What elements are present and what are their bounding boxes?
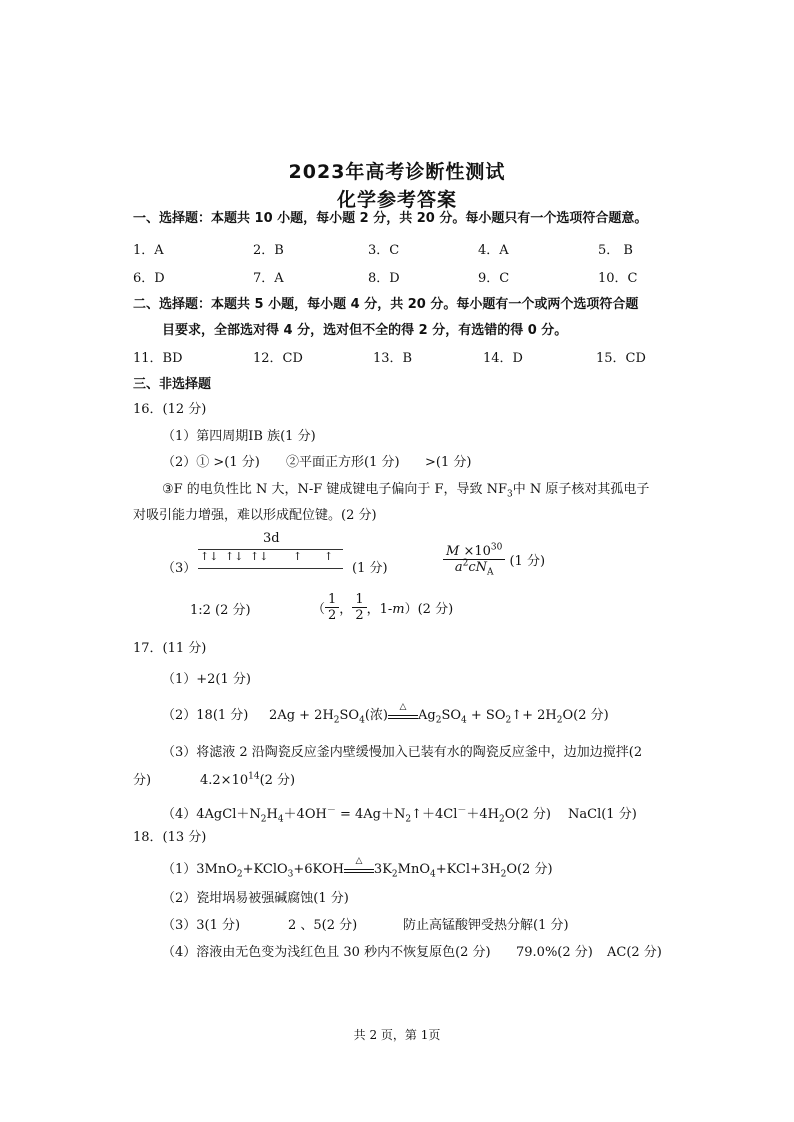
- orbital-cell: ↑↓: [200, 550, 219, 563]
- section1-heading: 一、选择题：本题共 10 小题，每小题 2 分，共 20 分。每小题只有一个选项符合题意。: [133, 211, 648, 226]
- q16-part2c: >(1 分): [425, 455, 472, 470]
- answer-11: 11．BD: [133, 351, 183, 366]
- answer-5: 5． B: [598, 243, 633, 258]
- answer-9: 9．C: [478, 271, 510, 286]
- q18-part4a: （4）溶液由无色变为浅红色且 30 秒内不恢复原色(2 分): [162, 945, 491, 960]
- orbital-diagram-3d: [198, 549, 343, 569]
- page-title: 2023年高考诊断性测试: [288, 161, 506, 183]
- answer-6: 6．D: [133, 271, 165, 286]
- section2-heading-line2: 目要求，全部选对得 4 分，选对但不全的得 2 分，有选错的得 0 分。: [162, 323, 568, 338]
- atom-coordinates: （ $\frac{1}{2}$ ， $\frac{1}{2}$ ，1-m）(2 分): [312, 592, 454, 623]
- heating-equilibrium-sign: △: [388, 708, 418, 719]
- answer-7: 7．A: [253, 271, 284, 286]
- q17-part4-nacl: NaCl(1 分): [568, 807, 637, 822]
- answer-15: 15．CD: [596, 351, 646, 366]
- q18-part3b: 2 、5(2 分): [288, 918, 358, 933]
- page-subtitle: 化学参考答案: [336, 189, 457, 211]
- section2-heading-line1: 二、选择题：本题共 5 小题，每小题 4 分，共 20 分。每小题有一个或两个选项符合题: [133, 297, 639, 312]
- q18-part3c: 防止高锰酸钾受热分解(1 分): [403, 918, 569, 933]
- q16-part2-line4: 对吸引能力增强，难以形成配位键。(2 分): [133, 508, 377, 523]
- q17-label: 17．(11 分): [133, 641, 207, 656]
- answer-3: 3．C: [368, 243, 400, 258]
- q17-part1: （1）+2(1 分): [162, 672, 251, 687]
- section3-heading: 三、非选择题: [133, 377, 212, 392]
- q16-part2-line3: ③F 的电负性比 N 大，N-F 键成键电子偏向于 F，导致 $NF_3$中 N 原子核对其孤电子: [162, 482, 650, 500]
- orbital-cell: ↑↓: [225, 550, 244, 563]
- answer-13: 13．B: [373, 351, 413, 366]
- answer-8: 8．D: [368, 271, 400, 286]
- q17-part3-line1: （3）将滤液 2 沿陶瓷反应釜内壁缓慢加入已装有水的陶瓷反应釜中，边加边搅拌(2: [162, 745, 643, 760]
- orbital-cell: ↑: [293, 550, 303, 563]
- q18-part1: （1）3MnO$_2$+KClO$_3$+6KOH △ $3K_2MnO_4+KCl+3H_2O(2$ 分): [162, 856, 553, 880]
- orbital-label: 3d: [263, 531, 280, 546]
- density-formula: $\frac{M \times 10^{30}}{a^2cN_A}$ (1 分): [443, 544, 545, 575]
- q18-label: 18．(13 分): [133, 830, 207, 845]
- q17-part3-value: $4.2\times 10^{14}(2$ 分): [200, 771, 296, 788]
- answer-14: 14．D: [483, 351, 523, 366]
- q16-part1: （1）第四周期ⅠB 族(1 分): [162, 429, 316, 444]
- heating-equilibrium-sign: △: [344, 862, 374, 873]
- answer-10: 10．C: [598, 271, 638, 286]
- orbital-cell: ↑↓: [250, 550, 269, 563]
- q16-part3-prefix: （3）: [162, 561, 197, 576]
- answer-2: 2．B: [253, 243, 284, 258]
- q18-part2: （2）瓷坩埚易被强碱腐蚀(1 分): [162, 891, 349, 906]
- answer-4: 4．A: [478, 243, 509, 258]
- q17-part3-line2a: 分): [133, 773, 152, 788]
- q16-part3-score: (1 分): [352, 561, 388, 576]
- answer-1: 1．A: [133, 243, 164, 258]
- q16-part2a: （2）① >(1 分): [162, 455, 260, 470]
- answer-12: 12．CD: [253, 351, 303, 366]
- q18-part3a: （3）3(1 分): [162, 918, 241, 933]
- q18-part4c: AC(2 分): [607, 945, 662, 960]
- q16-part2b: ②平面正方形(1 分): [286, 455, 400, 470]
- page-footer: 共 2 页，第 1页: [353, 1028, 441, 1042]
- orbital-cell: ↑: [324, 550, 334, 563]
- q16-label: 16．(12 分): [133, 402, 207, 417]
- q16-ratio: 1:2 (2 分): [190, 603, 251, 618]
- q17-part2: （2）18(1 分) $2Ag + 2H_2SO_4$(浓) △ $Ag_2SO_4$ + $SO_2↑+ 2H_2O(2$ 分): [162, 702, 609, 726]
- q17-part4: $(4)4AgCl+N_2H_4+4OH^-$ = $4Ag+N_2↑+4Cl^-+4H_2O(2$ 分): [162, 805, 551, 825]
- q18-part4b: 79.0%(2 分): [516, 945, 593, 960]
